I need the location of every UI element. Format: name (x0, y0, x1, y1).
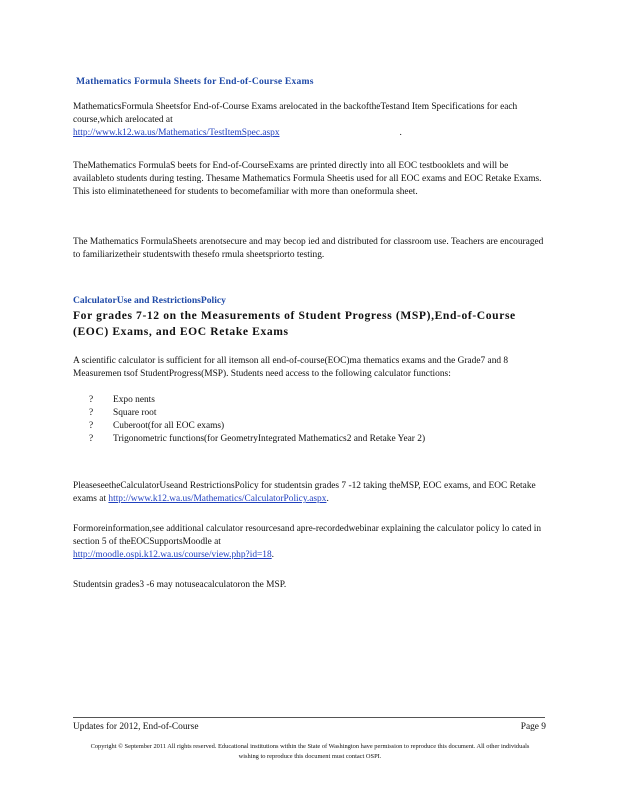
paragraph-calculator-policy-link: PleaseseetheCalculatorUseand RestrictionsPolicy for studentsin grades 7 -12 taking theMSP, EOC exams, and EOC Retake exams at http://www.k12.wa.us/Mathematics/CalculatorPolicy.aspx. (73, 481, 536, 504)
paragraph-scientific-calculator: A scientific calculator is sufficient for all itemson all end-of-course(EOC)ma thematics exams and the Grade7 and 8 Measuremen tsof StudentProgress(MSP). Students need access to the following calculator functions: (73, 356, 509, 379)
page-number: Page 9 (520, 722, 546, 732)
bullet-mark: ? (89, 421, 94, 431)
section-heading-formula-sheets: Mathematics Formula Sheets for End-of-Course Exams (76, 76, 314, 87)
calculator-policy-link[interactable]: http://www.k12.wa.us/Mathematics/CalculatorPolicy.aspx (108, 494, 327, 504)
paragraph-formula-printed: TheMathematics FormulaS beets for End-of-CourseExams are printed directly into all EOC testbooklets and will be availableto students during testing. Thesame Mathematics Formula Sheetis used for all EOC exams and EOC Retake Exams. This isto eliminatetheneed for students to becomefamiliar with more than oneformula sheet. (73, 161, 542, 197)
bullet-mark: ? (89, 395, 94, 405)
test-item-spec-link[interactable]: http://www.k12.wa.us/Mathematics/TestItemSpec.aspx (73, 128, 280, 138)
list-item: ? Expo nents (89, 395, 155, 405)
paragraph-formula-not-secure: The Mathematics FormulaSheets arenotsecure and may becop ied and distributed for classroom use. Teachers are encouraged to familiarizetheir studentswith thesefo rmula sheetspriorto testing. (73, 237, 544, 260)
section-subheading-calculator-policy: For grades 7-12 on the Measurements of Student Progress (MSP),End-of-Course (EOC) Exams, and EOC Retake Exams (73, 309, 516, 338)
list-item: ? Cuberoot(for all EOC exams) (89, 421, 225, 431)
section-heading-calculator-policy: CalculatorUse and RestrictionsPolicy (73, 295, 226, 306)
bullet-mark: ? (89, 408, 94, 418)
paragraph-text: MathematicsFormula Sheetsfor End-of-Course Exams arelocated in the backoftheTestand Item Specifications for each course,which arelocated at (73, 102, 518, 125)
footer-title: Updates for 2012, End-of-Course (73, 722, 199, 732)
footer-divider (73, 717, 545, 718)
paragraph-moodle-resources: Formoreinformation,see additional calculator resourcesand apre-recordedwebinar explaining the calculator policy lo cated in section 5 of theEOCSupportsMoodle at http://moodle.ospi.k12.wa.us/course/view.php?id=18. (73, 524, 542, 560)
list-item: ? Trigonometric functions(for GeometryIntegrated Mathematics2 and Retake Year 2) (89, 434, 426, 444)
list-item: ? Square root (89, 408, 157, 418)
calculator-functions-list (73, 394, 548, 446)
copyright-notice: Copyright © September 2011 All rights reserved. Educational institutions within the State of Washington have permission to reproduce this document. All other individuals wishing to reproduce this document must contact OSPI. (90, 743, 530, 760)
paragraph-grades-3-6: Studentsin grades3 -6 may notuseacalculatoron the MSP. (73, 580, 287, 590)
moodle-course-link[interactable]: http://moodle.ospi.k12.wa.us/course/view.php?id=18 (73, 550, 272, 560)
paragraph-formula-location: MathematicsFormula Sheetsfor End-of-Course Exams arelocated in the backoftheTestand Item Specifications for each course,which arelocated at http://www.k12.wa.us/Mathematics/TestItemSpec.aspx . (73, 102, 518, 138)
bullet-mark: ? (89, 434, 94, 444)
